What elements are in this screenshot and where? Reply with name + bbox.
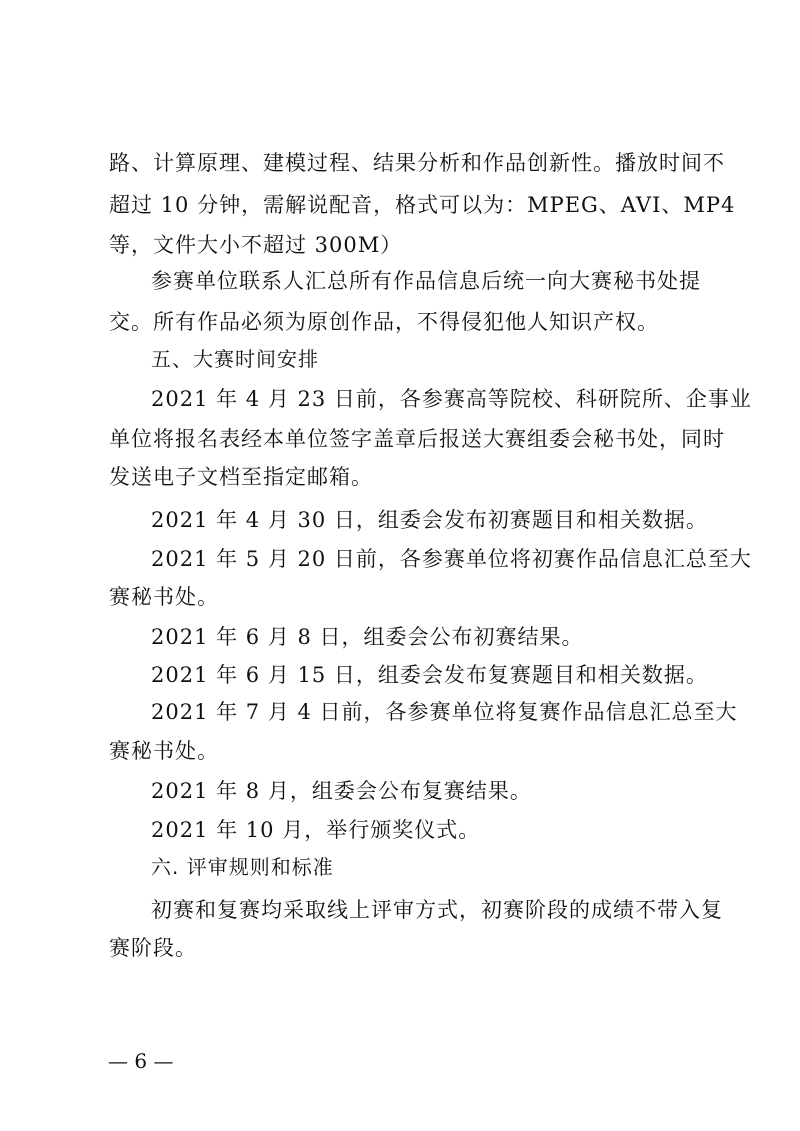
body-text-line: 赛秘书处。 [109,739,219,763]
body-text-line: 单位将报名表经本单位签字盖章后报送大赛组委会秘书处，同时 [109,427,725,451]
body-text-line: 2021 年 6 月 8 日，组委会公布初赛结果。 [151,625,584,649]
section-heading: 六. 评审规则和标准 [151,855,334,879]
body-text-line: 2021 年 7 月 4 日前，各参赛单位将复赛作品信息汇总至大 [151,700,738,724]
section-heading: 五、大赛时间安排 [151,347,319,371]
body-text-line: 赛秘书处。 [109,585,219,609]
body-text-line: 超过 10 分钟，需解说配音，格式可以为：MPEG、AVI、MP4 [109,193,736,217]
body-text-line: 等，文件大小不超过 300M） [109,233,403,257]
body-text-line: 2021 年 8 月，组委会公布复赛结果。 [151,779,532,803]
body-text-line: 2021 年 5 月 20 日前，各参赛单位将初赛作品信息汇总至大 [151,547,752,571]
body-text-line: 2021 年 4 月 30 日，组委会发布初赛题目和相关数据。 [151,508,708,532]
body-text-line: 2021 年 6 月 15 日，组委会发布复赛题目和相关数据。 [151,663,708,687]
body-text-line: 赛阶段。 [109,936,197,960]
page-number: — 6 — [108,1049,174,1073]
body-text-line: 2021 年 4 月 23 日前，各参赛高等院校、科研院所、企事业 [151,387,752,411]
body-text-line: 2021 年 10 月，举行颁奖仪式。 [151,818,481,842]
body-text-line: 路、计算原理、建模过程、结果分析和作品创新性。播放时间不 [109,151,725,175]
body-text-line: 参赛单位联系人汇总所有作品信息后统一向大赛秘书处提 [151,269,701,293]
body-text-line: 初赛和复赛均采取线上评审方式，初赛阶段的成绩不带入复 [151,898,723,922]
body-text-line: 发送电子文档至指定邮箱。 [109,465,373,489]
body-text-line: 交。所有作品必须为原创作品，不得侵犯他人知识产权。 [109,310,659,334]
